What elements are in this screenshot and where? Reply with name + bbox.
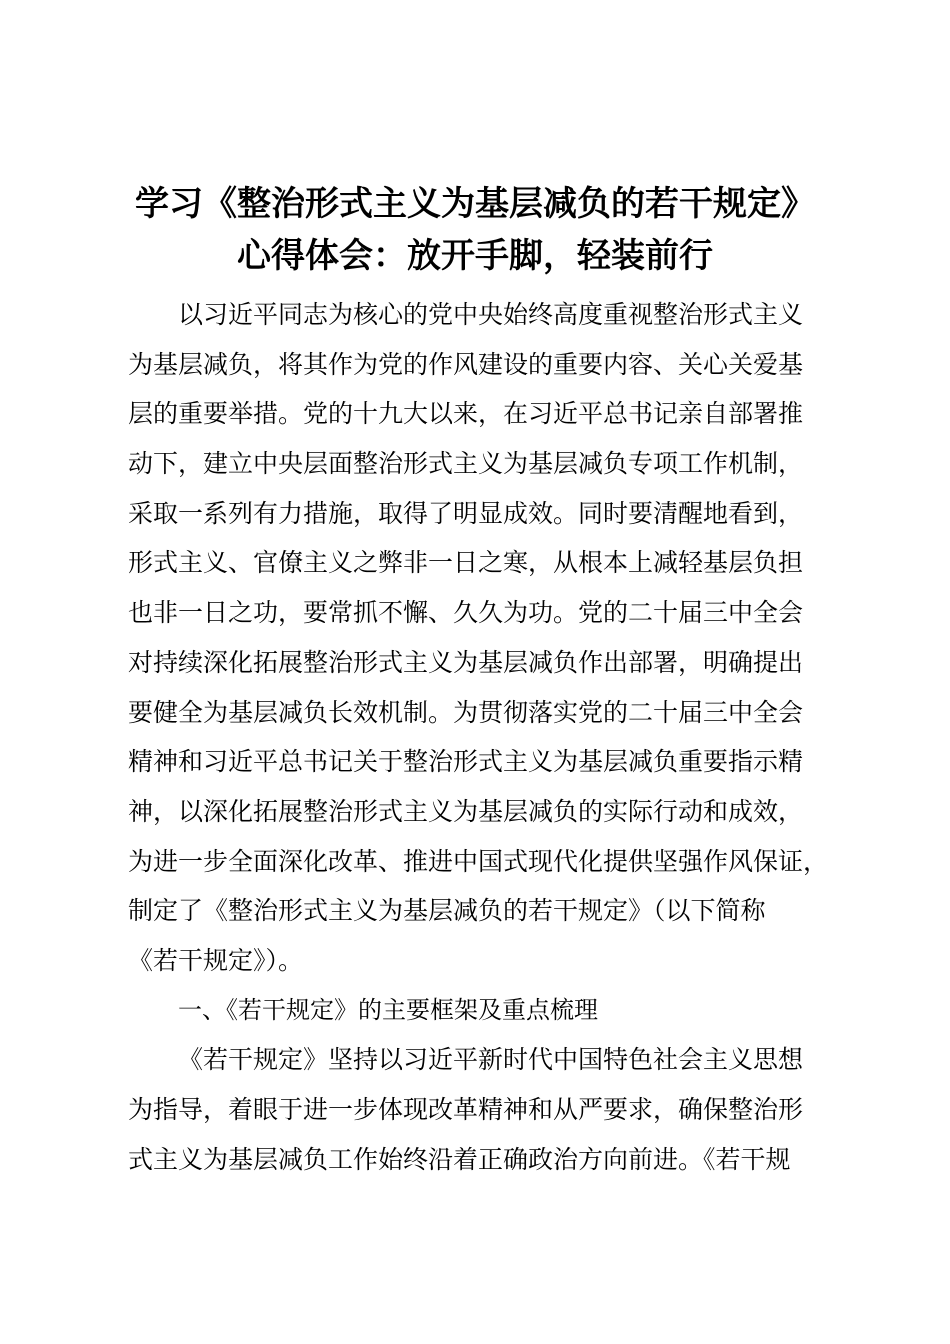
paragraph-1-line: 为基层减负，将其作为党的作风建设的重要内容、关心关爱基 (128, 349, 804, 379)
paragraph-1-line: 《若干规定》）。 (128, 945, 304, 975)
paragraph-1-line: 也非一日之功，要常抓不懈、久久为功。党的二十届三中全会 (128, 598, 804, 628)
document-body (128, 290, 848, 1184)
section-heading: 一、《若干规定》的主要框架及重点梳理 (178, 995, 598, 1024)
paragraph-1-line: 动下，建立中央层面整治形式主义为基层减负专项工作机制， (128, 449, 804, 479)
paragraph-1-line: 神，以深化拓展整治形式主义为基层减负的实际行动和成效， (128, 796, 804, 826)
paragraph-1-line: 形式主义、官僚主义之弊非一日之寒，从根本上减轻基层负担 (128, 548, 804, 578)
paragraph-1-line: 层的重要举措。党的十九大以来，在习近平总书记亲自部署推 (128, 399, 804, 429)
paragraph-1-line: 精神和习近平总书记关于整治形式主义为基层减负重要指示精 (128, 747, 804, 777)
paragraph-1-line: 对持续深化拓展整治形式主义为基层减负作出部署，明确提出 (128, 647, 804, 677)
paragraph-1-line: 要健全为基层减负长效机制。为贯彻落实党的二十届三中全会 (128, 697, 804, 727)
paragraph-2-line: 《若干规定》坚持以习近平新时代中国特色社会主义思想 (178, 1045, 804, 1075)
paragraph-1-line: 制定了《整治形式主义为基层减负的若干规定》（以下简称 (128, 896, 766, 926)
document-title-line-1: 学习《整治形式主义为基层减负的若干规定》 (135, 184, 815, 224)
document-title-line-2: 心得体会：放开手脚，轻装前行 (237, 236, 713, 276)
paragraph-1-line: 采取一系列有力措施，取得了明显成效。同时要清醒地看到， (128, 498, 804, 528)
paragraph-2-line: 为指导，着眼于进一步体现改革精神和从严要求，确保整治形 (128, 1095, 804, 1124)
paragraph-1-line: 以习近平同志为核心的党中央始终高度重视整治形式主义 (178, 300, 804, 329)
paragraph-2-line: 式主义为基层减负工作始终沿着正确政治方向前进。《若干规 (128, 1144, 791, 1174)
paragraph-1-line: 为进一步全面深化改革、推进中国式现代化提供坚强作风保证， (128, 846, 829, 876)
